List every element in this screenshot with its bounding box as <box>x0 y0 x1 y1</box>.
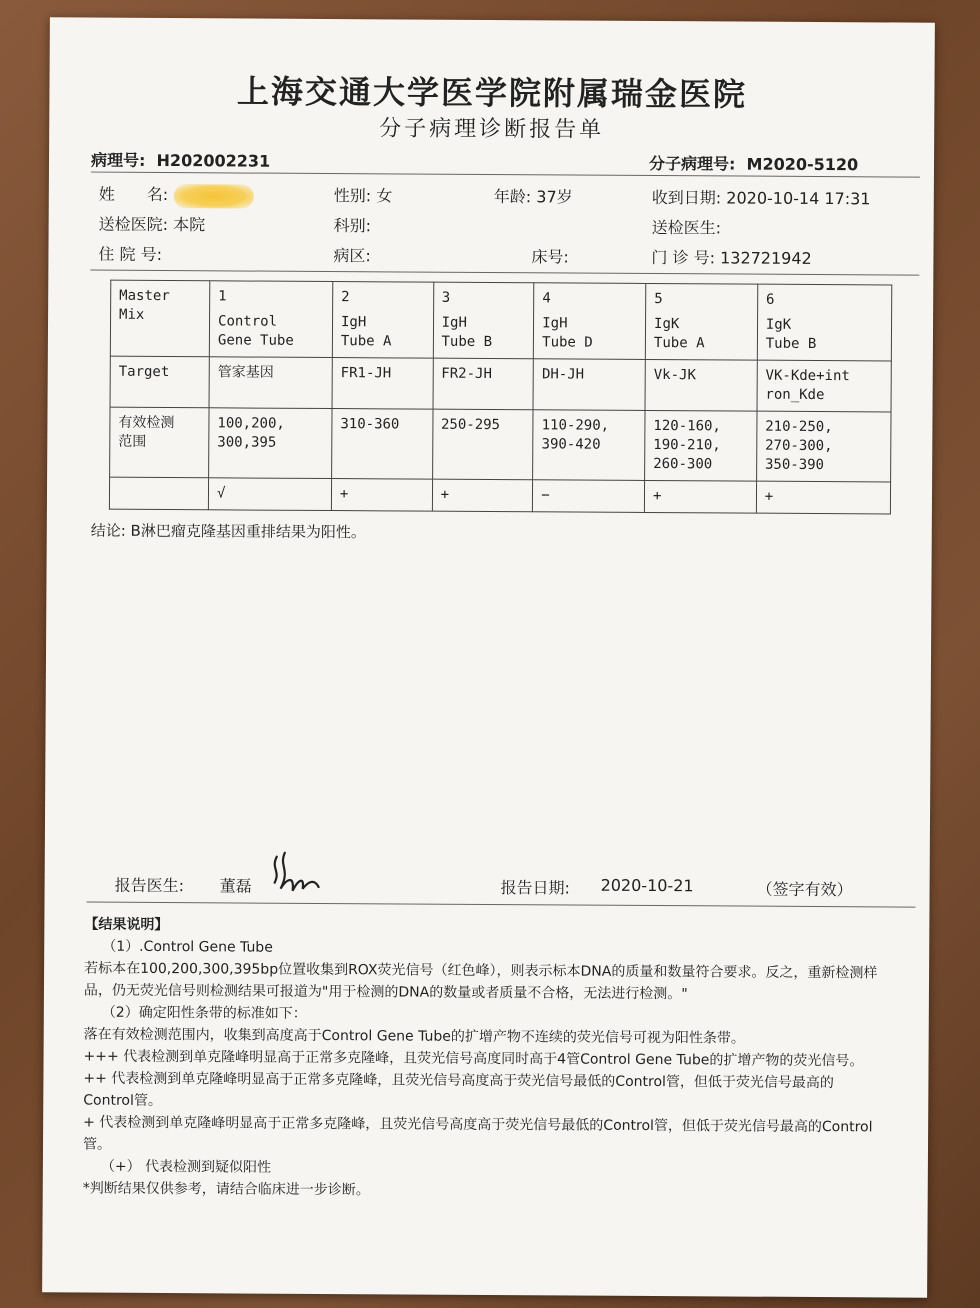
inpatient-label: 住 院 号: <box>98 244 163 264</box>
col-6-mix <box>757 284 892 361</box>
hospital-value: 本院 <box>173 215 206 235</box>
note-line: （1）.Control Gene Tube <box>102 938 273 956</box>
result-cell: + <box>756 481 890 514</box>
note-line: + 代表检测到单克隆峰明显高于正常多克隆峰，且荧光信号高度高于荧光信号最低的Control管，但低于荧光信号最高的Control管。 <box>82 1114 873 1153</box>
row-header-target: Target <box>110 356 209 408</box>
results-table <box>109 280 892 515</box>
mix-value: IgH Tube D <box>542 315 593 351</box>
molecular-no-value: M2020-5120 <box>746 154 859 175</box>
table-row <box>109 477 890 514</box>
target-cell: Vk-JK <box>645 359 757 411</box>
range-cell: 310-360 <box>332 409 433 480</box>
range-cell: 110-290, 390-420 <box>533 410 645 481</box>
note-line: （2）确定阳性条带的标准如下： <box>101 1004 307 1022</box>
gender-label: 性别: <box>333 186 372 206</box>
hospital-field <box>99 212 206 236</box>
range-cell: 250-295 <box>432 409 533 480</box>
note-line: *判断结果仅供参考，请结合临床进一步诊断。 <box>82 1180 370 1199</box>
dept-label: 科别: <box>333 216 372 236</box>
age-field <box>494 184 573 207</box>
molecular-no-label: 分子病理号: <box>648 153 736 174</box>
pathology-no-label: 病理号: <box>90 150 146 170</box>
range-cell: 100,200, 300,395 <box>209 408 332 479</box>
range-cell: 210-250, 270-300, 350-390 <box>756 411 891 482</box>
conclusion: 结论: B淋巴瘤克隆基因重排结果为阳性。 <box>90 521 366 542</box>
outpatient-field <box>651 245 811 269</box>
report-title: 分子病理诊断报告单 <box>379 116 605 143</box>
result-cell: + <box>644 480 756 513</box>
target-cell: DH-JH <box>533 359 645 411</box>
result-cell: √ <box>208 478 331 511</box>
note-line: ++ 代表检测到单克隆峰明显高于正常多克隆峰，且荧光信号高度高于荧光信号最低的Control管，但低于荧光信号最高的Control管。 <box>83 1070 834 1110</box>
pathology-number <box>91 148 270 172</box>
table-row <box>110 280 891 361</box>
report-doctor-name: 董磊 <box>219 876 252 896</box>
result-cell: + <box>331 479 432 512</box>
col-2-mix <box>332 282 433 359</box>
outpatient-value: 132721942 <box>720 248 812 268</box>
table-row <box>110 407 891 482</box>
ward-field <box>333 243 371 266</box>
received-value: 2020-10-14 17:31 <box>726 188 871 209</box>
col-3-mix <box>433 282 534 359</box>
hospital-name: 上海交通大学医学院附属瑞金医院 <box>236 72 748 114</box>
note-line: 若标本在100,200,300,395bp位置收集到ROX荧光信号（红色峰），则表示标本DNA的质量和数量符合要求。反之，重新检测样品，仍无荧光信号则检测结果可报道为"用于检测的DNA的数量或者质量不合格，无法进行检测。" <box>83 960 878 1003</box>
col-number: 2 <box>341 289 350 306</box>
result-notes <box>83 914 885 1205</box>
note-line: （+） 代表检测到疑似阳性 <box>100 1158 272 1176</box>
note-line: +++ 代表检测到单克隆峰明显高于正常多克隆峰，且荧光信号高度同时高于4管Control Gene Tube的扩增产物的荧光信号。 <box>83 1048 864 1070</box>
report-paper <box>42 17 935 1297</box>
ward-label: 病区: <box>333 246 371 266</box>
col-number: 4 <box>542 290 551 307</box>
name-label: 姓 名: <box>98 184 169 205</box>
report-doctor-label: 报告医生: <box>114 875 185 896</box>
molecular-pathology-number <box>649 151 858 175</box>
col-1-mix <box>209 281 332 358</box>
target-cell: FR2-JH <box>433 358 534 410</box>
row-header-result <box>109 477 208 510</box>
col-number: 1 <box>218 288 227 305</box>
mix-value: IgH Tube A <box>340 314 392 350</box>
name-field <box>99 182 254 208</box>
col-number: 5 <box>654 291 663 308</box>
target-cell: FR1-JH <box>332 358 433 410</box>
row-header-master-mix: Master Mix <box>110 280 209 357</box>
notes-heading: 【结果说明】 <box>84 916 169 934</box>
mix-value: IgK Tube A <box>653 316 705 352</box>
bed-field <box>531 244 569 267</box>
col-5-mix <box>645 283 757 360</box>
received-label: 收到日期: <box>651 187 722 208</box>
note-line: 落在有效检测范围内，收集到高度高于Control Gene Tube的扩增产物不连续的荧光信号可视为阳性条带。 <box>83 1026 745 1047</box>
age-value: 37岁 <box>536 187 573 207</box>
col-4-mix <box>534 283 646 360</box>
inpatient-field <box>98 242 162 265</box>
signature-image <box>267 849 337 899</box>
mix-value: IgH Tube B <box>441 314 493 351</box>
pathology-no-value: H202002231 <box>156 150 271 171</box>
gender-field <box>334 183 393 206</box>
target-cell: VK-Kde+int ron_Kde <box>757 360 891 412</box>
table-row <box>110 356 891 412</box>
gender-value: 女 <box>376 186 393 206</box>
signature-divider <box>86 902 915 908</box>
doctor-field <box>652 215 722 238</box>
result-cell: − <box>533 480 645 513</box>
outpatient-label: 门 诊 号: <box>651 247 716 268</box>
signature-note: （签字有效） <box>756 879 853 900</box>
info-divider <box>90 270 919 276</box>
redacted-name <box>173 184 253 208</box>
doctor-label: 送检医生: <box>651 217 722 238</box>
received-date-field <box>652 185 871 209</box>
report-date-value: 2020-10-21 <box>600 875 694 896</box>
bed-label: 床号: <box>531 247 569 267</box>
result-cell: + <box>432 479 533 512</box>
target-cell: 管家基因 <box>209 357 332 409</box>
age-label: 年龄: <box>493 187 532 207</box>
row-header-range: 有效检测 范围 <box>110 407 209 478</box>
report-date-label: 报告日期: <box>500 878 571 898</box>
range-cell: 120-160, 190-210, 260-300 <box>645 410 757 481</box>
hospital-label: 送检医院: <box>98 214 169 235</box>
mix-value: IgK Tube B <box>765 316 817 352</box>
mix-value: Control Gene Tube <box>217 313 294 349</box>
col-number: 3 <box>441 289 451 306</box>
col-number: 6 <box>765 291 775 308</box>
dept-field <box>334 213 372 236</box>
